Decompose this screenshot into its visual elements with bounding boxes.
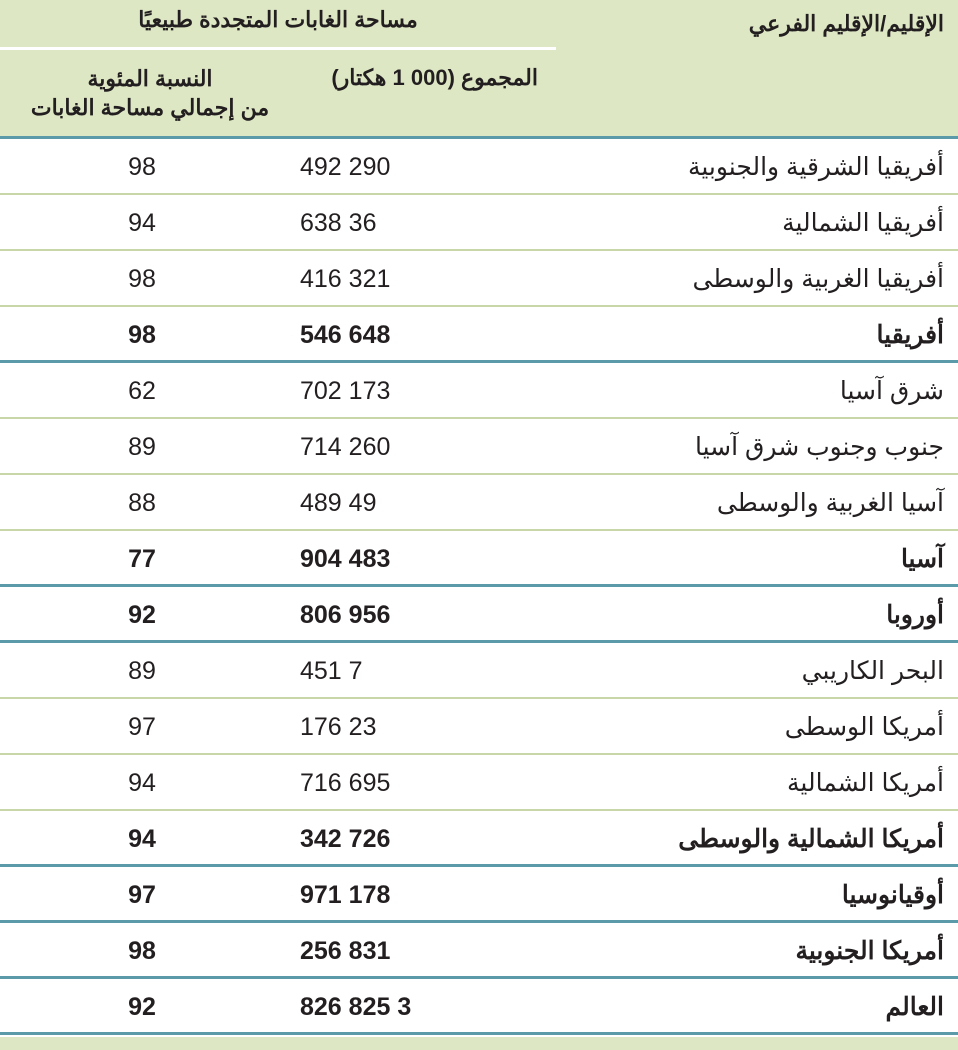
- total-cell: 726 342: [300, 825, 391, 853]
- region-cell: أمريكا الشمالية: [787, 769, 944, 797]
- region-cell: أمريكا الشمالية والوسطى: [678, 825, 944, 853]
- table-row: [0, 755, 958, 811]
- header-percent-line1: النسبة المئوية: [87, 66, 213, 91]
- region-cell: أوقيانوسيا: [841, 881, 944, 909]
- table-row: [0, 251, 958, 307]
- total-cell: 831 256: [300, 937, 391, 965]
- total-cell: 36 638: [300, 209, 377, 237]
- region-cell: شرق آسيا: [839, 377, 944, 405]
- region-cell: آسيا: [900, 545, 944, 573]
- region-cell: أفريقيا الشمالية: [782, 209, 944, 237]
- percent-cell: 89: [128, 433, 156, 461]
- region-cell: أفريقيا: [876, 321, 944, 349]
- total-cell: 648 546: [300, 321, 391, 349]
- table-row: [0, 475, 958, 531]
- percent-cell: 98: [128, 321, 156, 349]
- total-cell: 23 176: [300, 713, 377, 741]
- percent-cell: 97: [128, 713, 156, 741]
- table-row-subtotal: [0, 307, 958, 363]
- total-cell: 49 489: [300, 489, 377, 517]
- percent-cell: 98: [128, 265, 156, 293]
- region-cell: جنوب وجنوب شرق آسيا: [695, 433, 944, 461]
- percent-cell: 94: [128, 825, 156, 853]
- table-footer-band: [0, 1037, 958, 1050]
- table-row-subtotal: [0, 811, 958, 867]
- percent-cell: 94: [128, 769, 156, 797]
- header-natural-regeneration-group: مساحة الغابات المتجددة طبيعيًا: [138, 7, 418, 32]
- total-cell: 260 714: [300, 433, 391, 461]
- percent-cell: 98: [128, 153, 156, 181]
- percent-cell: 89: [128, 657, 156, 685]
- percent-cell: 62: [128, 377, 156, 405]
- region-cell: آسيا الغربية والوسطى: [716, 489, 944, 517]
- region-cell: أوروبا: [886, 601, 944, 629]
- region-cell: العالم: [885, 993, 944, 1021]
- total-cell: 483 904: [300, 545, 391, 573]
- table-row: [0, 699, 958, 755]
- percent-cell: 77: [128, 545, 156, 573]
- total-cell: 956 806: [300, 601, 391, 629]
- percent-cell: 88: [128, 489, 156, 517]
- table-row-subtotal: [0, 867, 958, 923]
- header-percent: [0, 64, 300, 122]
- percent-cell: 97: [128, 881, 156, 909]
- total-cell: 290 492: [300, 153, 391, 181]
- table-row: [0, 643, 958, 699]
- header-region: الإقليم/الإقليم الفرعي: [748, 11, 944, 36]
- region-cell: أمريكا الجنوبية: [795, 937, 944, 965]
- percent-cell: 92: [128, 601, 156, 629]
- total-cell: 173 702: [300, 377, 391, 405]
- table-row-subtotal: [0, 531, 958, 587]
- total-cell: 7 451: [300, 657, 363, 685]
- table-row-subtotal: [0, 587, 958, 643]
- total-cell: 695 716: [300, 769, 391, 797]
- region-cell: البحر الكاريبي: [801, 657, 944, 685]
- total-cell: 178 971: [300, 881, 391, 909]
- region-cell: أفريقيا الغربية والوسطى: [692, 265, 944, 293]
- region-cell: أفريقيا الشرقية والجنوبية: [687, 153, 944, 181]
- total-cell: 321 416: [300, 265, 391, 293]
- table-row-subtotal: [0, 923, 958, 979]
- region-cell: أمريكا الوسطى: [784, 713, 944, 741]
- table-row: [0, 195, 958, 251]
- table-row: [0, 363, 958, 419]
- table-row: [0, 139, 958, 195]
- percent-cell: 94: [128, 209, 156, 237]
- percent-cell: 98: [128, 937, 156, 965]
- table-row: [0, 419, 958, 475]
- total-cell: 3 825 826: [300, 993, 412, 1021]
- table-row-world-total: [0, 979, 958, 1035]
- header-percent-line2: من إجمالي مساحة الغابات: [30, 95, 270, 120]
- percent-cell: 92: [128, 993, 156, 1021]
- header-group-divider: [0, 47, 556, 50]
- header-total: المجموع (000 1 هكتار): [331, 65, 538, 90]
